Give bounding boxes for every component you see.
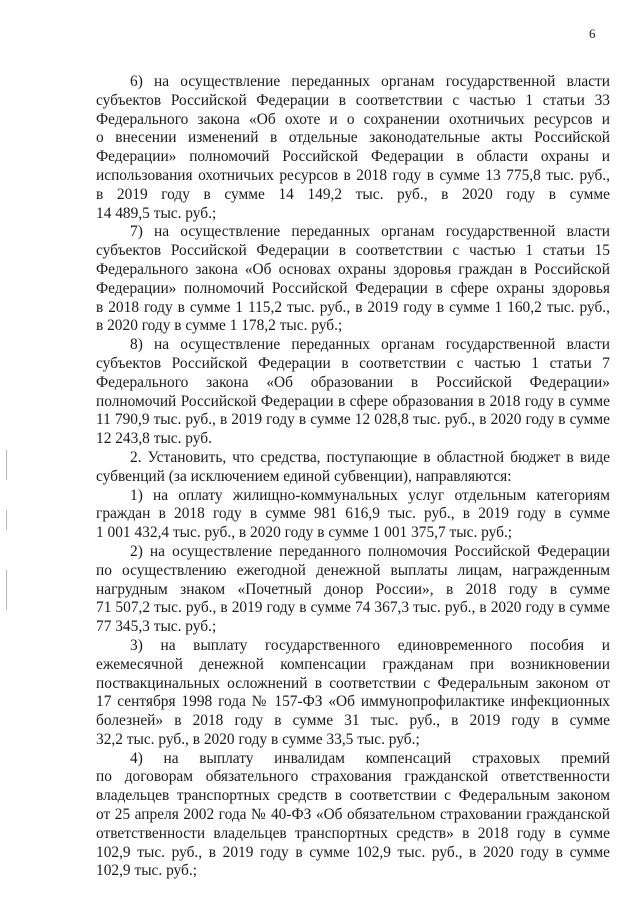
text-line: субъектов Российской Федерации в соответствии с частью 1 статьи 15 — [96, 242, 610, 260]
text-line: 8) на осуществление переданных органам государственной власти — [130, 336, 610, 354]
text-line: 102,9 тыс. руб., в 2019 году в сумме 102,9 тыс. руб., в 2020 году в сумме — [96, 843, 610, 861]
text-line: субвенций (за исключением единой субвенции), направляются: — [96, 467, 512, 485]
text-line: 17 сентября 1998 года № 157-ФЗ «Об иммунопрофилактике инфекционных — [96, 693, 610, 711]
text-line: 6) на осуществление переданных органам государственной власти — [130, 73, 610, 90]
text-line: 11 790,9 тыс. руб., в 2019 году в сумме 12 028,8 тыс. руб., в 2020 году в сумме — [96, 411, 610, 429]
text-line: по договорам обязательного страхования гражданской ответственности — [96, 768, 610, 786]
text-line: субъектов Российской Федерации в соответствии с частью 1 статьи 7 — [96, 354, 610, 372]
text-line: поствакцинальных осложнений в соответствии с Федеральным законом от — [96, 674, 610, 692]
text-line: полномочий Российской Федерации в сфере образования в 2018 году в сумме — [96, 392, 610, 410]
text-line: 4) на выплату инвалидам компенсаций страховых премий — [130, 749, 610, 767]
text-line: 71 507,2 тыс. руб., в 2019 году в сумме 74 367,3 тыс. руб., в 2020 году в сумме — [96, 599, 610, 617]
document-body — [96, 73, 610, 881]
text-line: 77 345,3 тыс. руб.; — [96, 618, 217, 636]
text-line: Федерального закона «Об образовании в Российской Федерации» — [96, 373, 610, 391]
text-line: ежемесячной денежной компенсации гражданам при возникновении — [96, 655, 610, 673]
margin-scan-marks — [0, 440, 12, 640]
text-line: 12 243,8 тыс. руб. — [96, 430, 212, 448]
text-line: 14 489,5 тыс. руб.; — [96, 204, 217, 222]
text-line: Федерации» полномочий Российской Федерации в сфере охраны здоровья — [96, 279, 610, 297]
text-line: ответственности владельцев транспортных средств» в 2018 году в сумме — [96, 824, 610, 842]
text-line: нагрудным знаком «Почетный донор России», в 2018 году в сумме — [96, 580, 610, 598]
text-line: в 2018 году в сумме 1 115,2 тыс. руб., в 2019 году в сумме 1 160,2 тыс. руб., — [96, 298, 610, 316]
text-line: о внесении изменений в отдельные законодательные акты Российской — [96, 129, 610, 147]
text-line: граждан в 2018 году в сумме 981 616,9 тыс. руб., в 2019 году в сумме — [96, 505, 610, 523]
text-line: использования охотничьих ресурсов в 2018 году в сумме 13 775,8 тыс. руб., — [96, 166, 610, 184]
text-line: владельцев транспортных средств в соответствии с Федеральным законом — [96, 787, 610, 805]
text-line: в 2020 году в сумме 1 178,2 тыс. руб.; — [96, 317, 343, 335]
text-line: по осуществлению ежегодной денежной выплаты лицам, награжденным — [96, 561, 610, 579]
page-number: 6 — [589, 26, 596, 41]
text-line: от 25 апреля 2002 года № 40-ФЗ «Об обязательном страховании гражданской — [96, 806, 610, 824]
text-line: 2. Установить, что средства, поступающие в областной бюджет в виде — [130, 448, 610, 466]
text-line: 1 001 432,4 тыс. руб., в 2020 году в сумме 1 001 375,7 тыс. руб.; — [96, 524, 513, 542]
text-line: Федерального закона «Об охоте и о сохранении охотничьих ресурсов и — [96, 110, 610, 128]
text-line: Федерации» полномочий Российской Федерации в области охраны и — [96, 148, 610, 166]
text-line: 102,9 тыс. руб.; — [96, 862, 198, 880]
text-line: 3) на выплату государственного единовременного пособия и — [130, 636, 610, 654]
text-line: в 2019 году в сумме 14 149,2 тыс. руб., в 2020 году в сумме — [96, 185, 610, 203]
text-line: 1) на оплату жилищно-коммунальных услуг отдельным категориям — [130, 486, 610, 504]
text-line: 2) на осуществление переданного полномочия Российской Федерации — [130, 542, 610, 560]
text-line: болезней» в 2018 году в сумме 31 тыс. руб., в 2019 году в сумме — [96, 712, 610, 730]
text-line: субъектов Российской Федерации в соответствии с частью 1 статьи 33 — [96, 91, 610, 109]
text-line: 7) на осуществление переданных органам государственной власти — [130, 223, 610, 241]
text-line: 32,2 тыс. руб., в 2020 году в сумме 33,5 тыс. руб.; — [96, 730, 420, 748]
text-line: Федерального закона «Об основах охраны здоровья граждан в Российской — [96, 260, 610, 278]
